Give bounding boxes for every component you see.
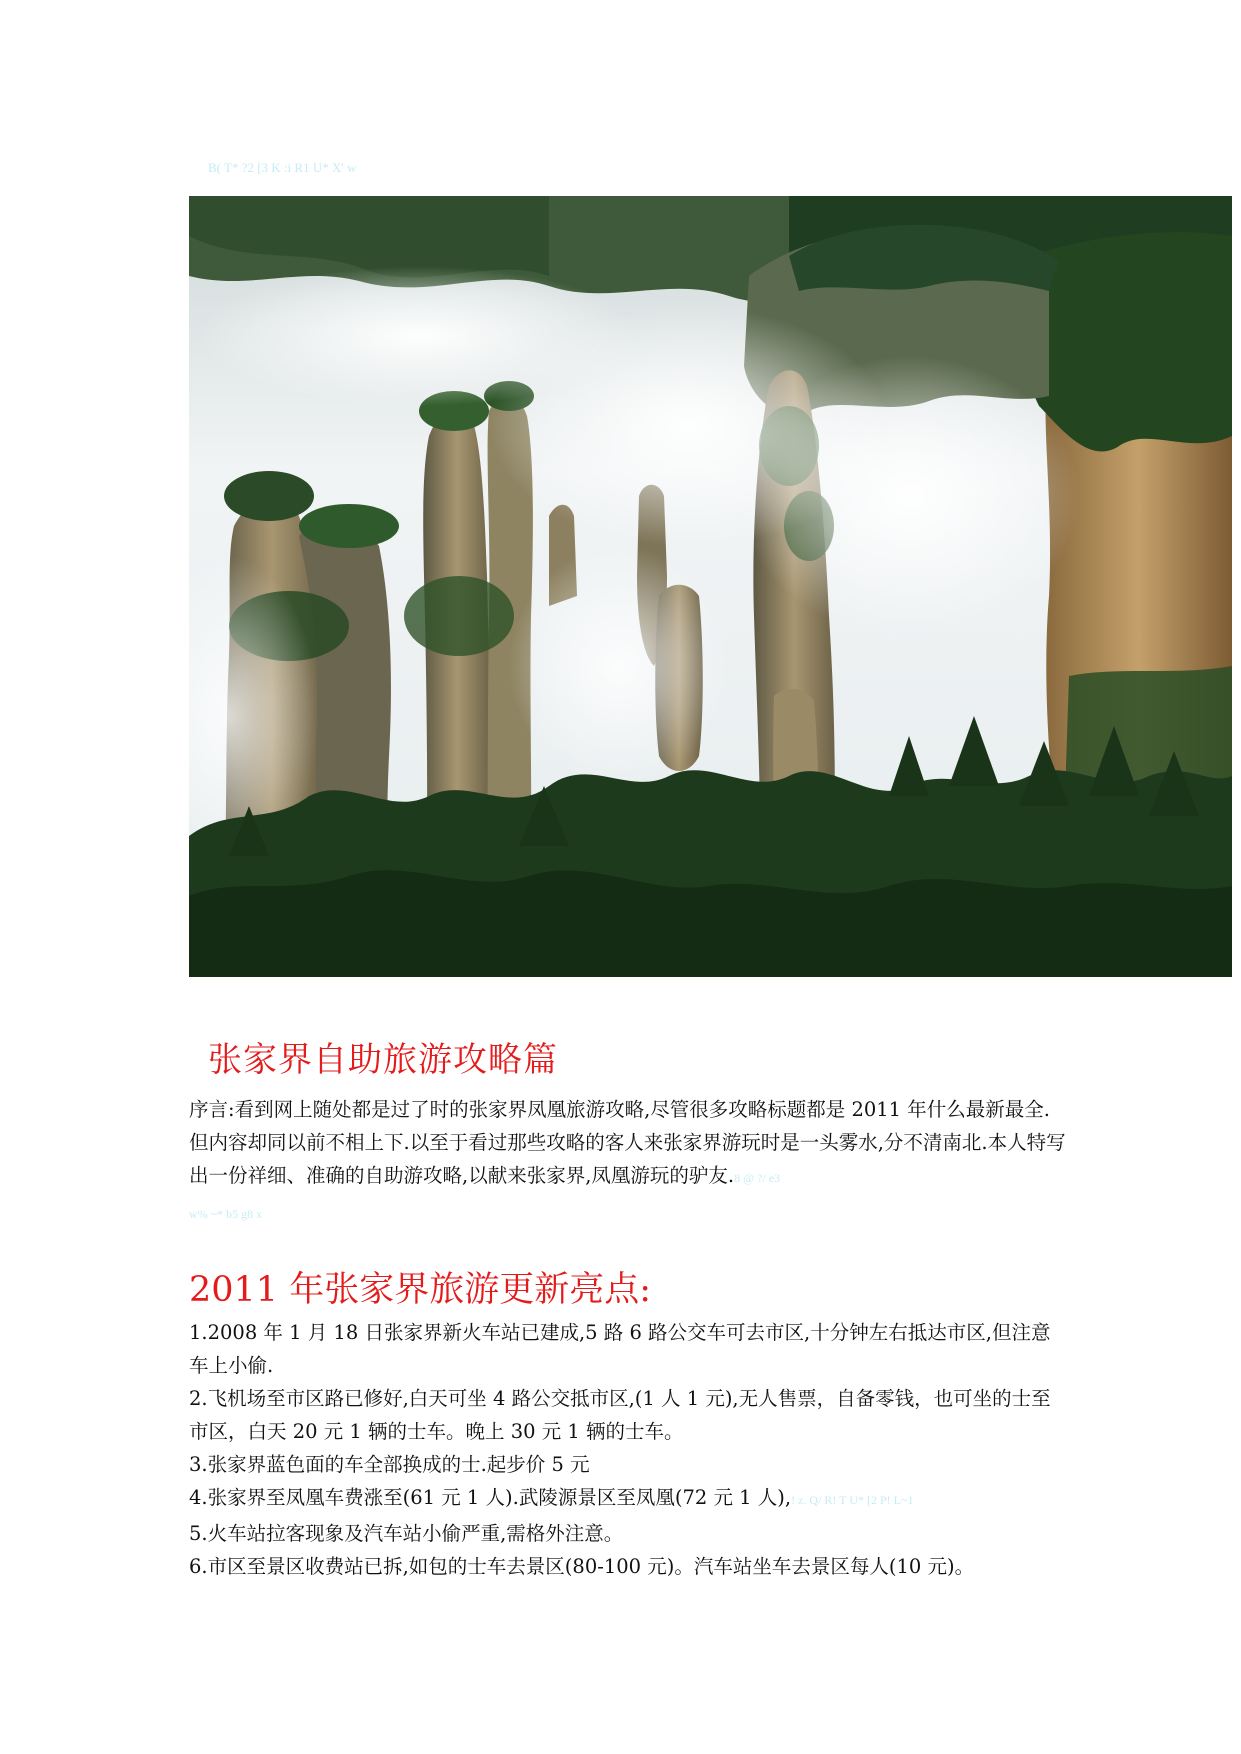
updates-list bbox=[189, 1316, 1069, 1583]
section-heading: 2011 年张家界旅游更新亮点: bbox=[189, 1270, 651, 1310]
top-watermark: B( T* ?2 [3 K :i R1 U* X' w bbox=[208, 160, 357, 175]
intro-paragraph bbox=[189, 1093, 1069, 1231]
update-item-3: 3.张家界蓝色面的车全部换成的士.起步价 5 元 bbox=[189, 1453, 590, 1476]
update-item-4 bbox=[189, 1481, 1069, 1517]
intro-watermark-2: w% ~* b5 g8 x bbox=[189, 1207, 263, 1221]
update-item-1: 1.2008 年 1 月 18 日张家界新火车站已建成,5 路 6 路公交车可去市区,十分钟左右抵达市区,但注意车上小偷. bbox=[189, 1321, 1051, 1377]
update-item-4-text: 4.张家界至凤凰车费涨至(61 元 1 人).武陵源景区至凤凰(72 元 1 人), bbox=[189, 1486, 792, 1509]
update-item-4-watermark: ! z. Q/ R! T U* [2 P! L~1 bbox=[791, 1493, 914, 1507]
intro-watermark-1: 8 @ ?/ e3 bbox=[734, 1171, 781, 1185]
update-item-2: 2.飞机场至市区路已修好,白天可坐 4 路公交抵市区,(1 人 1 元),无人售票，自备零钱，也可坐的士至市区，白天 20 元 1 辆的士车。晚上 30 元 1 辆的士车。 bbox=[189, 1387, 1051, 1443]
page-title: 张家界自助旅游攻略篇 bbox=[208, 1040, 558, 1080]
update-item-5: 5.火车站拉客现象及汽车站小偷严重,需格外注意。 bbox=[189, 1522, 624, 1545]
intro-text: 序言:看到网上随处都是过了时的张家界凤凰旅游攻略,尽管很多攻略标题都是 2011 年什么最新最全.但内容却同以前不相上下.以至于看过那些攻略的客人来张家界游玩时是一头雾水,分不清南北.本人特写出一份祥细、准确的自助游攻略,以献来张家界,凤凰游玩的驴友. bbox=[189, 1098, 1066, 1187]
update-item-6: 6.市区至景区收费站已拆,如包的士车去景区(80-100 元)。汽车站坐车去景区每人(10 元)。 bbox=[189, 1555, 975, 1578]
zhangjiajie-photo bbox=[189, 196, 1232, 977]
